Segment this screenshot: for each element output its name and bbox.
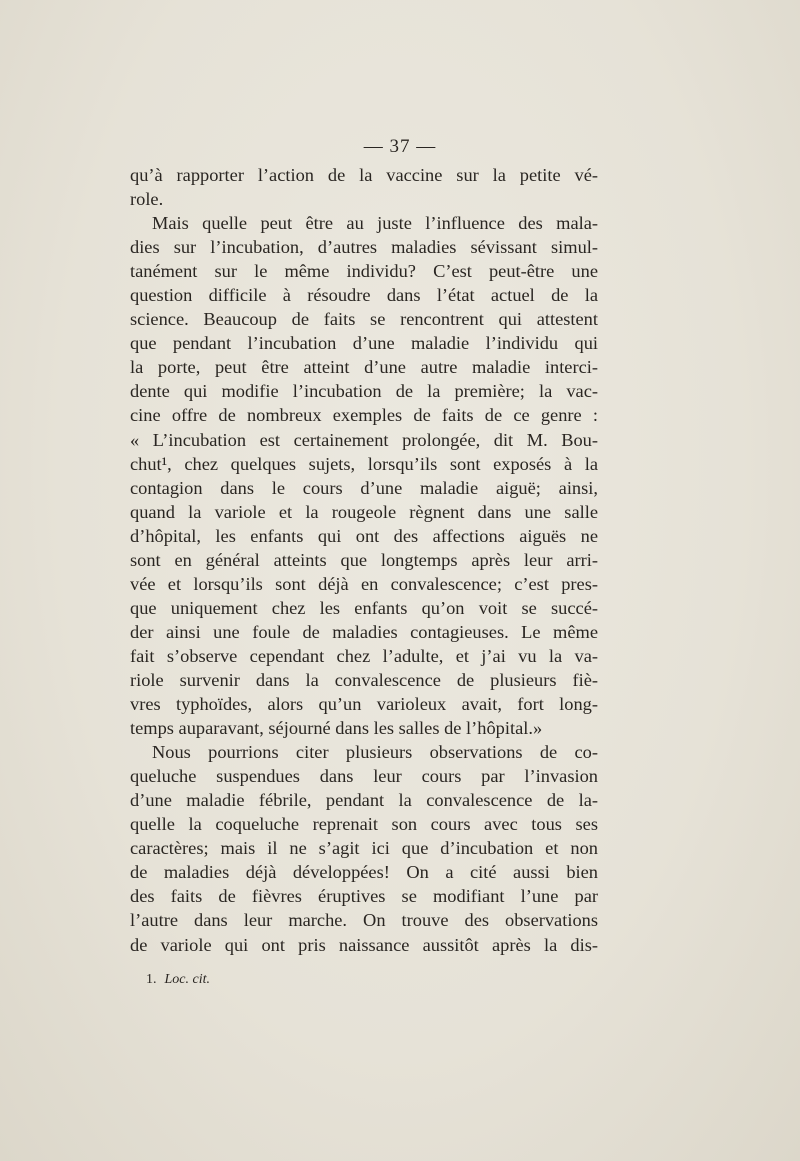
text-line: dente qui modifie l’incubation de la première; la vac- bbox=[130, 381, 598, 402]
text-line: queluche suspendues dans leur cours par l’invasion bbox=[130, 766, 598, 787]
text-line: der ainsi une foule de maladies contagieuses. Le même bbox=[130, 621, 598, 642]
text-line: que uniquement chez les enfants qu’on voit se succé- bbox=[130, 597, 598, 618]
text-line: cine offre de nombreux exemples de faits de ce genre : bbox=[130, 405, 598, 426]
text-line: caractères; mais il ne s’agit ici que d’incubation et non bbox=[130, 838, 598, 859]
text-line: science. Beaucoup de faits se rencontrent qui attestent bbox=[130, 309, 598, 330]
text-line: de maladies déjà développées! On a cité aussi bien bbox=[130, 862, 598, 883]
text-line: riole survenir dans la convalescence de plusieurs fiè- bbox=[130, 669, 598, 690]
text-line: vée et lorsqu’ils sont déjà en convalescence; c’est pres- bbox=[130, 573, 598, 594]
text-line: de variole qui ont pris naissance aussitôt après la dis- bbox=[130, 934, 598, 955]
text-line: fait s’observe cependant chez l’adulte, et j’ai vu la va- bbox=[130, 645, 598, 666]
footnote bbox=[146, 972, 210, 988]
text-line: des faits de fièvres éruptives se modifiant l’une par bbox=[130, 886, 598, 907]
text-line: quand la variole et la rougeole règnent dans une salle bbox=[130, 501, 598, 522]
text-line: temps auparavant, séjourné dans les salles de l’hôpital.» bbox=[130, 718, 543, 739]
footnote-text: Loc. cit. bbox=[164, 972, 210, 987]
text-line: que pendant l’incubation d’une maladie l’individu qui bbox=[130, 333, 598, 354]
text-line: contagion dans le cours d’une maladie aiguë; ainsi, bbox=[130, 477, 598, 498]
text-line: question difficile à résoudre dans l’état actuel de la bbox=[130, 285, 598, 306]
page-number: — 37 — bbox=[363, 136, 437, 157]
text-line: vres typhoïdes, alors qu’un varioleux avait, fort long- bbox=[130, 694, 598, 715]
text-line: role. bbox=[130, 189, 164, 210]
text-line: d’une maladie fébrile, pendant la convalescence de la- bbox=[130, 790, 598, 811]
text-line: chut¹, chez quelques sujets, lorsqu’ils sont exposés à la bbox=[130, 453, 598, 474]
text-line: tanément sur le même individu? C’est peut-être une bbox=[130, 261, 598, 282]
footnote-number: 1. bbox=[146, 972, 157, 987]
text-line: d’hôpital, les enfants qui ont des affections aiguës ne bbox=[130, 525, 598, 546]
text-line: l’autre dans leur marche. On trouve des observations bbox=[130, 910, 598, 931]
text-line: dies sur l’incubation, d’autres maladies sévissant simul- bbox=[130, 237, 598, 258]
body-text bbox=[130, 163, 598, 957]
text-line: quelle la coqueluche reprenait son cours avec tous ses bbox=[130, 814, 598, 835]
text-line: sont en général atteints que longtemps après leur arri- bbox=[130, 549, 598, 570]
text-line: la porte, peut être atteint d’une autre maladie interci- bbox=[130, 357, 598, 378]
text-line: qu’à rapporter l’action de la vaccine sur la petite vé- bbox=[130, 165, 598, 185]
text-line: « L’incubation est certainement prolongée, dit M. Bou- bbox=[130, 429, 598, 450]
text-line: Mais quelle peut être au juste l’influence des mala- bbox=[152, 213, 598, 234]
text-line: Nous pourrions citer plusieurs observations de co- bbox=[152, 742, 598, 763]
